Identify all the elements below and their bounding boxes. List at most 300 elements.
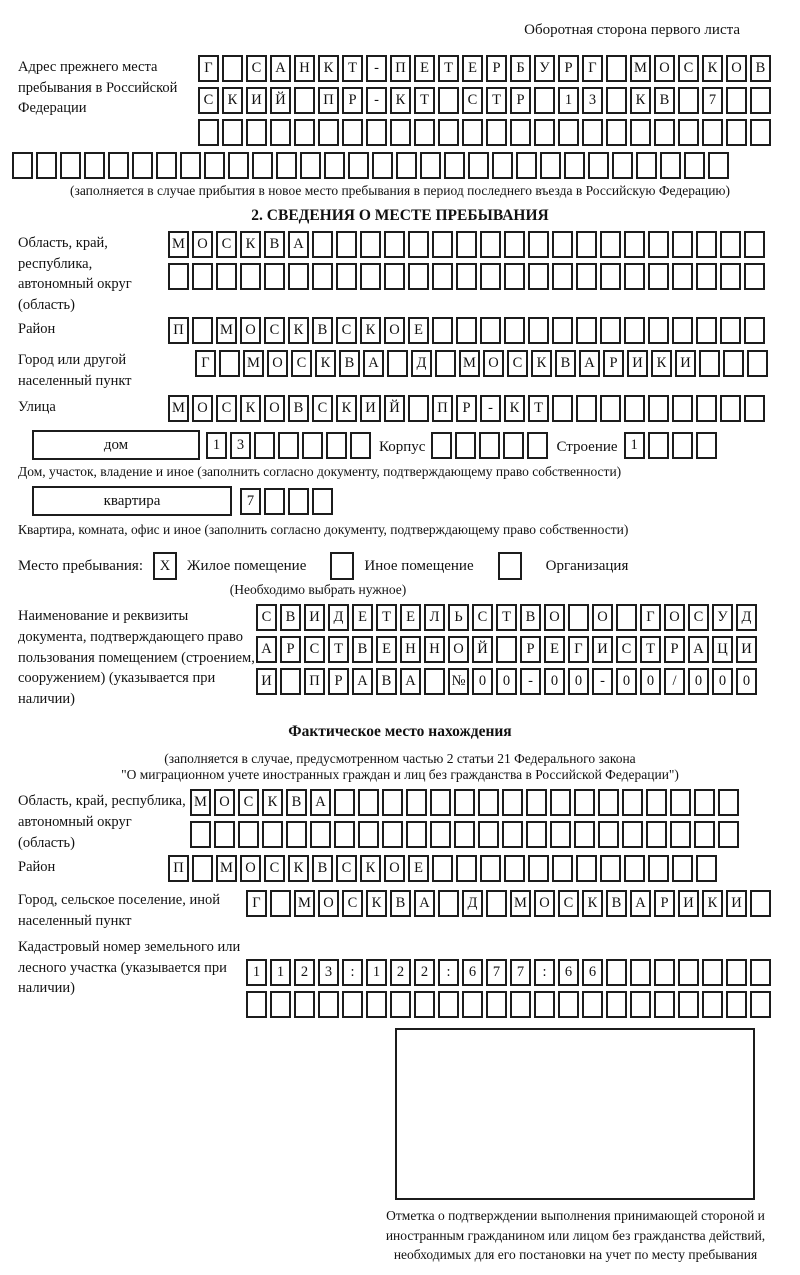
char-cell [552,395,573,422]
char-cell [444,152,465,179]
char-cell: К [390,87,411,114]
cadastral-row-1 [246,959,771,986]
char-cell: П [432,395,453,422]
char-cell: В [654,87,675,114]
char-cell [750,890,771,917]
char-cell: С [304,636,325,663]
street-label: Улица [18,399,56,416]
char-cell [694,821,715,848]
char-cell: Й [270,87,291,114]
char-cell [744,395,765,422]
char-cell [454,789,475,816]
char-cell [582,119,603,146]
char-cell: Ь [448,604,469,631]
char-cell [744,317,765,344]
char-cell [750,991,771,1018]
city-field [18,348,782,391]
char-cell [534,87,555,114]
char-cell: С [238,789,259,816]
char-cell [648,263,669,290]
char-cell: О [654,55,675,82]
char-cell [606,55,627,82]
char-cell: Е [408,317,429,344]
char-cell [192,263,213,290]
char-cell [510,991,531,1018]
char-cell: О [664,604,685,631]
char-cell [214,821,235,848]
char-cell: К [366,890,387,917]
char-cell: И [736,636,757,663]
char-cell [456,317,477,344]
char-cell [294,991,315,1018]
char-cell: 0 [544,668,565,695]
char-cell: К [315,350,336,377]
char-cell [326,432,347,459]
char-cell [624,855,645,882]
char-cell [534,119,555,146]
char-cell: С [216,231,237,258]
char-cell [670,789,691,816]
char-cell: 6 [558,959,579,986]
char-cell: О [384,855,405,882]
char-cell: О [448,636,469,663]
char-cell [420,152,441,179]
char-cell [318,991,339,1018]
char-cell [204,152,225,179]
char-cell [262,821,283,848]
char-cell [406,821,427,848]
char-cell [435,350,456,377]
char-cell [336,231,357,258]
char-cell [108,152,129,179]
char-cell: С [291,350,312,377]
prev-address-row-2 [198,87,771,114]
char-cell [387,350,408,377]
char-cell [358,821,379,848]
char-cell: Н [294,55,315,82]
char-cell [342,119,363,146]
char-cell: № [448,668,469,695]
char-cell: 0 [616,668,637,695]
char-cell [168,263,189,290]
char-cell [456,263,477,290]
char-cell [574,821,595,848]
char-cell: Й [384,395,405,422]
char-cell [606,87,627,114]
char-cell [576,231,597,258]
char-cell: О [592,604,613,631]
char-cell: - [366,87,387,114]
char-cell [478,789,499,816]
char-cell [276,152,297,179]
char-cell: К [336,395,357,422]
char-cell: С [336,855,357,882]
stroenie-cells [624,432,717,459]
char-cell: К [222,87,243,114]
char-cell: Т [438,55,459,82]
char-cell: 2 [294,959,315,986]
char-cell [358,789,379,816]
district-row [168,317,765,344]
char-cell [318,119,339,146]
char-cell: Е [376,636,397,663]
char-cell [726,991,747,1018]
char-cell [516,152,537,179]
char-cell [696,231,717,258]
char-cell [192,855,213,882]
char-cell [408,263,429,290]
char-cell [84,152,105,179]
actual-district-row [168,855,717,882]
char-cell [478,821,499,848]
char-cell [702,119,723,146]
char-cell [504,855,525,882]
char-cell: Р [654,890,675,917]
char-cell: В [376,668,397,695]
char-cell: Д [328,604,349,631]
char-cell [672,317,693,344]
char-cell: Г [568,636,589,663]
char-cell [654,119,675,146]
char-cell [432,855,453,882]
char-cell: Г [582,55,603,82]
char-cell: П [168,317,189,344]
char-cell [720,317,741,344]
char-cell [216,263,237,290]
char-cell [574,789,595,816]
char-cell [624,231,645,258]
char-cell [312,231,333,258]
stay-type-checkbox-organization [498,552,522,580]
char-cell [526,789,547,816]
char-cell [720,263,741,290]
char-cell: Т [640,636,661,663]
char-cell [582,991,603,1018]
char-cell: 1 [270,959,291,986]
char-cell: Т [486,87,507,114]
char-cell: 1 [558,87,579,114]
char-cell [502,821,523,848]
char-cell: К [702,890,723,917]
char-cell: Т [414,87,435,114]
char-cell: / [664,668,685,695]
char-cell: 0 [712,668,733,695]
document-label: Наименование и реквизиты документа, подтверждающего право пользования помещением (строением, сооружением) (указывается при наличии) [18,608,255,707]
char-cell: К [240,231,261,258]
char-cell: К [504,395,525,422]
char-cell: С [256,604,277,631]
char-cell: В [520,604,541,631]
char-cell [654,991,675,1018]
char-cell [654,959,675,986]
char-cell [648,231,669,258]
char-cell: К [651,350,672,377]
char-cell [616,604,637,631]
char-cell: М [168,231,189,258]
prev-address-label: Адрес прежнего места пребывания в Российской Федерации [18,59,178,117]
char-cell [486,890,507,917]
char-cell [576,263,597,290]
actual-city-label: Город, сельское поселение, иной населенный пункт [18,892,221,929]
char-cell [504,317,525,344]
char-cell: А [363,350,384,377]
char-cell: В [555,350,576,377]
char-cell: К [531,350,552,377]
cadastral-label: Кадастровый номер земельного или лесного участка (указывается при наличии) [18,939,241,997]
char-cell [246,119,267,146]
char-cell: А [630,890,651,917]
char-cell: А [688,636,709,663]
char-cell [312,263,333,290]
char-cell: Т [342,55,363,82]
char-cell: Г [195,350,216,377]
char-cell [606,991,627,1018]
char-cell [660,152,681,179]
char-cell [254,432,275,459]
char-cell [496,636,517,663]
char-cell: А [414,890,435,917]
korpus-label: Корпус [379,438,426,455]
char-cell: К [288,855,309,882]
char-cell: Г [640,604,661,631]
document-grid [256,604,757,695]
page-header: Оборотная сторона первого листа [524,22,740,38]
actual-city-row [246,890,771,917]
char-cell: Р [280,636,301,663]
char-cell [270,991,291,1018]
char-cell: С [246,55,267,82]
char-cell: 7 [702,87,723,114]
document-row-1 [256,604,757,631]
char-cell: Р [603,350,624,377]
char-cell [744,263,765,290]
char-cell [454,821,475,848]
char-cell [600,263,621,290]
prev-address-row-3 [198,119,771,146]
char-cell [270,890,291,917]
char-cell [684,152,705,179]
char-cell [696,432,717,459]
char-cell [408,231,429,258]
char-cell [414,119,435,146]
char-cell [286,821,307,848]
house-field [32,430,782,460]
char-cell [479,432,500,459]
char-cell [600,395,621,422]
char-cell: 7 [510,959,531,986]
char-cell [726,119,747,146]
char-cell: 0 [568,668,589,695]
char-cell: К [360,317,381,344]
char-cell [504,263,525,290]
char-cell [670,821,691,848]
char-cell [622,821,643,848]
char-cell: С [312,395,333,422]
prev-address-row-1 [198,55,771,82]
char-cell: 0 [688,668,709,695]
char-cell [222,55,243,82]
char-cell [36,152,57,179]
char-cell: Т [528,395,549,422]
char-cell: Н [424,636,445,663]
char-cell [550,821,571,848]
char-cell [678,87,699,114]
char-cell [456,231,477,258]
char-cell: 2 [414,959,435,986]
char-cell: А [256,636,277,663]
char-cell [552,231,573,258]
char-cell: С [336,317,357,344]
char-cell [678,991,699,1018]
prev-address-note: (заполняется в случае прибытия в новое место пребывания в период последнего въезда в Российскую Федерацию) [69,183,731,198]
char-cell [606,959,627,986]
char-cell: Г [246,890,267,917]
char-cell: И [246,87,267,114]
char-cell [132,152,153,179]
char-cell [552,855,573,882]
char-cell [334,821,355,848]
char-cell [431,432,452,459]
char-cell [360,231,381,258]
char-cell: С [688,604,709,631]
char-cell: И [678,890,699,917]
char-cell: 7 [486,959,507,986]
char-cell: П [390,55,411,82]
region-grid [168,231,765,290]
char-cell [723,350,744,377]
stay-type-label: Место пребывания: [18,557,143,574]
char-cell: К [318,55,339,82]
document-row-2 [256,636,757,663]
region-field [18,231,782,315]
char-cell [540,152,561,179]
char-cell [455,432,476,459]
char-cell [558,119,579,146]
char-cell [396,152,417,179]
char-cell [672,432,693,459]
char-cell: 0 [640,668,661,695]
char-cell [360,263,381,290]
char-cell [480,317,501,344]
char-cell [630,991,651,1018]
char-cell [588,152,609,179]
char-cell [430,821,451,848]
char-cell: Г [198,55,219,82]
char-cell: О [264,395,285,422]
char-cell [696,395,717,422]
actual-region-label: Область, край, республика, автономный округ (область) [18,793,186,851]
char-cell [462,991,483,1018]
char-cell [696,855,717,882]
char-cell: Т [376,604,397,631]
actual-district-label: Район [18,859,56,876]
char-cell [564,152,585,179]
char-cell: Б [510,55,531,82]
char-cell: 2 [390,959,411,986]
region-row-2 [168,263,765,290]
actual-region-grid [190,789,739,848]
char-cell [192,317,213,344]
char-cell: С [264,855,285,882]
char-cell [288,263,309,290]
char-cell: О [192,231,213,258]
char-cell [480,263,501,290]
cadastral-row-2 [246,991,771,1018]
char-cell: Т [496,604,517,631]
char-cell [648,432,669,459]
char-cell [672,395,693,422]
char-cell [222,119,243,146]
char-cell: О [384,317,405,344]
char-cell: 6 [462,959,483,986]
char-cell [486,119,507,146]
char-cell [718,821,739,848]
stay-type-note: (Необходимо выбрать нужное) [229,582,407,598]
char-cell [552,317,573,344]
house-note: Дом, участок, владение и иное (заполнить согласно документу, подтверждающему право собственности) [18,464,622,480]
stay-type-row [18,552,782,580]
char-cell [278,432,299,459]
char-cell [156,152,177,179]
char-cell [264,488,285,515]
char-cell: 1 [624,432,645,459]
char-cell: К [630,87,651,114]
char-cell: А [288,231,309,258]
street-row [168,395,765,422]
char-cell [366,119,387,146]
actual-region-row-1 [190,789,739,816]
char-cell: И [675,350,696,377]
char-cell: У [534,55,555,82]
house-rect-label: дом [32,430,200,460]
char-cell [636,152,657,179]
char-cell [342,991,363,1018]
char-cell: С [616,636,637,663]
char-cell: А [400,668,421,695]
char-cell [240,263,261,290]
char-cell [198,119,219,146]
char-cell: 1 [206,432,227,459]
char-cell [294,87,315,114]
apartment-note: Квартира, комната, офис и иное (заполнить согласно документу, подтверждающему право собственности) [18,522,629,538]
char-cell: Р [328,668,349,695]
char-cell [408,395,429,422]
char-cell [372,152,393,179]
char-cell: В [352,636,373,663]
char-cell [312,488,333,515]
char-cell [480,231,501,258]
char-cell: В [312,855,333,882]
stay-type-option-residential: Жилое помещение [187,557,307,574]
char-cell: В [288,395,309,422]
char-cell: П [304,668,325,695]
city-row [195,350,768,377]
cadastral-grid [246,959,771,1018]
char-cell [302,432,323,459]
char-cell: Д [411,350,432,377]
char-cell: М [243,350,264,377]
char-cell: Й [472,636,493,663]
char-cell: Е [400,604,421,631]
char-cell: О [544,604,565,631]
char-cell: Р [520,636,541,663]
actual-location-note-2: "О миграционном учете иностранных граждан и лиц без гражданства в Российской Федерации") [121,767,679,783]
section2-title: 2. СВЕДЕНИЯ О МЕСТЕ ПРЕБЫВАНИЯ [251,207,549,224]
apartment-cells [240,488,333,515]
char-cell: М [216,317,237,344]
char-cell [622,789,643,816]
char-cell: Р [456,395,477,422]
